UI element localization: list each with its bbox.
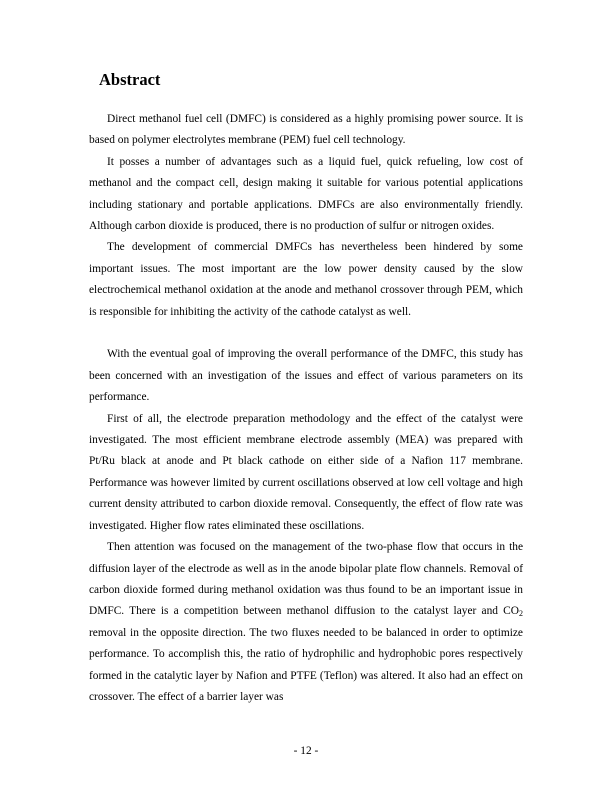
co2-subscript: 2 [519, 609, 523, 619]
section-heading: Abstract [99, 70, 161, 89]
paragraph-1: Direct methanol fuel cell (DMFC) is considered as a highly promising power source. It is based on polymer electrolytes membrane (PEM) fuel cell technology. [89, 113, 523, 147]
paragraph-3: The development of commercial DMFCs has nevertheless been hindered by some important issues. The most important are the low power density caused by the slow electrochemical methanol oxidation at the anode and methanol crossover through PEM, which is responsible for inhibiting the activity of the cathode catalyst as well. [89, 241, 523, 318]
paragraph-2: It posses a number of advantages such as a liquid fuel, quick refueling, low cost of methanol and the compact cell, design making it suitable for various potential applications including stationary and portable applications. DMFCs are also environmentally friendly. Although carbon dioxide is produced, there is no production of sulfur or nitrogen oxides. [89, 155, 523, 233]
page-number: - 12 - [293, 745, 319, 757]
paragraph-6 [89, 537, 523, 708]
paragraph-4: With the eventual goal of improving the overall performance of the DMFC, this study has been concerned with an investigation of the issues and effect of various parameters on its performance. [89, 348, 523, 404]
paragraph-5: First of all, the electrode preparation methodology and the effect of the catalyst were investigated. The most efficient membrane electrode assembly (MEA) was prepared with Pt/Ru black at anode and Pt black cathode on either side of a Nafion 117 membrane. Performance was however limited by current oscillations observed at low cell voltage and high current density attributed to carbon dioxide removal. Consequently, the effect of flow rate was investigated. Higher flow rates eliminated these oscillations. [89, 412, 523, 532]
paragraph-6-text-b: removal in the opposite direction. The two fluxes needed to be balanced in order to optimize performance. To accomplish this, the ratio of hydrophilic and hydrophobic pores respectively formed in the catalytic layer by Nafion and PTFE (Teflon) was altered. It also had an effect on crossover. The effect of a barrier layer was [89, 626, 523, 703]
paragraph-6-text-a: Then attention was focused on the management of the two-phase flow that occurs in the diffusion layer of the electrode as well as in the anode bipolar plate flow channels. Removal of carbon dioxide formed during methanol oxidation was thus found to be an important issue in DMFC. There is a competition between methanol diffusion to the catalyst layer and CO [89, 541, 523, 618]
abstract-body [89, 109, 523, 708]
